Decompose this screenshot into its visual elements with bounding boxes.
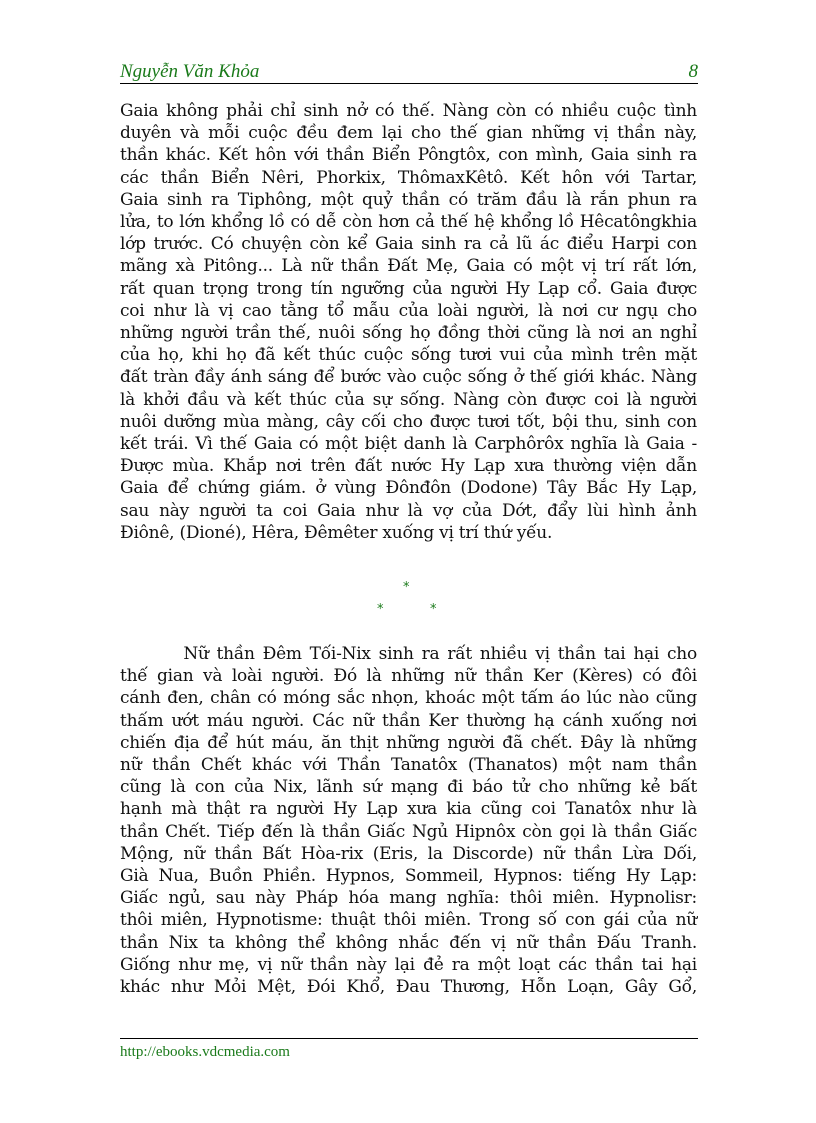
text-line: rất quan trọng trong tín ngưỡng của người Hy Lạp cổ. Gaia được (120, 278, 697, 299)
text-line: Mộng, nữ thần Bất Hòa-rix (Eris, la Discorde) nữ thần Lừa Dối, (120, 843, 697, 864)
text-line: cũng là con của Nix, lãnh sứ mạng đi báo tử cho những kẻ bất (120, 777, 697, 798)
separator-star-right: * (430, 602, 437, 617)
text-line: Già Nua, Buồn Phiền. Hypnos, Sommeil, Hypnos: tiếng Hy Lạp: (120, 866, 697, 887)
text-line: những người trần thế, nuôi sống họ đồng thời cũng là nơi an nghỉ (120, 323, 697, 344)
text-line: thế gian và loài người. Đó là những nữ thần Ker (Kères) có đôi (120, 666, 697, 687)
text-line: lửa, to lớn khổng lồ có dễ còn hơn cả thế hệ khổng lồ Hêcatôngkhia (120, 212, 697, 233)
text-line: thần Nix ta không thể không nhắc đến vị nữ thần Đấu Tranh. (120, 932, 697, 953)
text-line: nuôi dưỡng mùa màng, cây cối cho được tươi tốt, bội thu, sinh con (120, 411, 697, 432)
page-number: 8 (688, 61, 698, 82)
text-line: Gaia để chứng giám. ở vùng Đônđôn (Dodone) Tây Bắc Hy Lạp, (120, 478, 697, 499)
paragraph-1 (120, 100, 697, 544)
text-line: Gaia sinh ra Tiphông, một quỷ thần có trăm đầu là rắn phun ra (120, 189, 697, 210)
text-line: Nữ thần Đêm Tối-Nix sinh ra rất nhiều vị thần tai hại cho (120, 644, 697, 664)
text-line: Gaia không phải chỉ sinh nở có thế. Nàng còn có nhiều cuộc tình (120, 101, 697, 121)
text-line: thần khác. Kết hôn với thần Biển Pôngtôx, con mình, Gaia sinh ra (120, 145, 697, 166)
text-line: thôi miên, Hypnotisme: thuật thôi miên. Trong số con gái của nữ (120, 910, 697, 931)
paragraph-2 (120, 643, 697, 998)
text-line: coi như là vị cao tằng tổ mẫu của loài người, là nơi cư ngụ cho (120, 300, 697, 321)
page-footer (120, 1038, 698, 1061)
text-line: nữ thần Chết khác với Thần Tanatôx (Thanatos) một nam thần (120, 755, 697, 776)
text-line: thấm ướt máu người. Các nữ thần Ker thường hạ cánh xuống nơi (120, 710, 697, 731)
separator-star-left: * (377, 602, 384, 617)
page-header (120, 61, 698, 84)
text-line: thần Chết. Tiếp đến là thần Giấc Ngủ Hipnôx còn gọi là thần Giấc (120, 821, 697, 842)
text-line: chiến địa để hút máu, ăn thịt những người đã chết. Đây là những (120, 732, 697, 753)
text-line: sau này người ta coi Gaia như là vợ của Dớt, đẩy lùi hình ảnh (120, 500, 697, 521)
text-line: mãng xà Pitông... Là nữ thần Đất Mẹ, Gaia có một vị trí rất lớn, (120, 256, 697, 277)
text-line: các thần Biển Nêri, Phorkix, ThômaxKêtô. Kết hôn với Tartar, (120, 167, 697, 188)
text-line: Giấc ngủ, sau này Pháp hóa mang nghĩa: thôi miên. Hypnolisr: (120, 888, 697, 909)
footer-url: http://ebooks.vdcmedia.com (120, 1044, 290, 1060)
text-line: hạnh mà thật ra người Hy Lạp xưa kia cũng coi Tanatôx như là (120, 799, 697, 820)
text-line: Giống như mẹ, vị nữ thần này lại đẻ ra một loạt các thần tai hại (120, 954, 697, 975)
text-line: Được mùa. Khắp nơi trên đất nước Hy Lạp xưa thường viện dẫn (120, 456, 697, 477)
text-line: khác như Mỏi Mệt, Đói Khổ, Đau Thương, Hỗn Loạn, Gây Gổ, (120, 977, 697, 998)
text-line: duyên và mỗi cuộc đều đem lại cho thế gian những vị thần này, (120, 123, 697, 144)
text-line: là khởi đầu và kết thúc của sự sống. Nàng còn được coi là người (120, 389, 697, 410)
text-line: Điônê, (Dioné), Hêra, Đêmêter xuống vị trí thứ yếu. (120, 522, 553, 543)
text-line: kết trái. Vì thế Gaia có một biệt danh là Carphôrôx nghĩa là Gaia - (120, 434, 697, 455)
separator-star-top: * (403, 580, 410, 595)
header-author: Nguyễn Văn Khỏa (120, 61, 260, 82)
text-line: của họ, khi họ đã kết thúc cuộc sống tươi vui của mình trên mặt (120, 345, 697, 366)
text-line: cánh đen, chân có móng sắc nhọn, khoác một tấm áo lúc nào cũng (120, 688, 697, 709)
text-line: đất tràn đầy ánh sáng để bước vào cuộc sống ở thế giới khác. Nàng (120, 367, 697, 388)
text-line: lớp trước. Có chuyện còn kể Gaia sinh ra cả lũ ác điểu Harpi con (120, 234, 697, 255)
